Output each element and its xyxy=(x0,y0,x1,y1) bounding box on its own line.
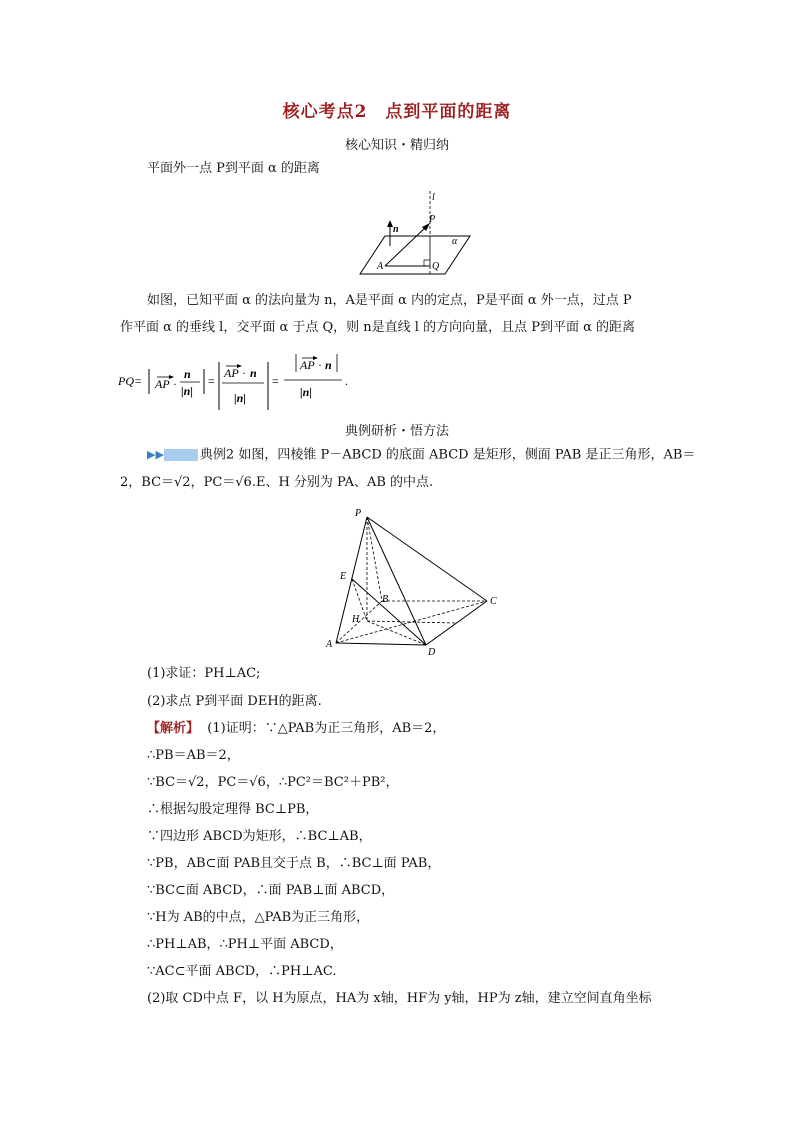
formula-dot-1: · xyxy=(173,377,177,391)
fig1-label-alpha: α xyxy=(452,236,458,247)
solution-line-4: ∵四边形 ABCD为矩形，∴BC⊥AB， xyxy=(147,829,372,844)
para1-line2: 作平面 α 的垂线 l，交平面 α 于点 Q，则 n是直线 l 的方向向量，且点 P到平面 α 的距离 xyxy=(120,320,636,335)
fig1-label-Q: Q xyxy=(432,261,440,272)
formula-ap-3: AP xyxy=(300,358,315,372)
example-marker xyxy=(164,449,198,461)
fig2-label-E: E xyxy=(340,571,347,582)
example-text-1: 如图，四棱锥 P－ABCD 的底面 ABCD 是矩形，侧面 PAB 是正三角形，AB＝ xyxy=(238,447,696,463)
solution-line-3: ∴根据勾股定理得 BC⊥PB， xyxy=(147,802,319,817)
solution-line-1: ∴PB＝AB＝2， xyxy=(147,748,240,763)
formula-ap-1: AP xyxy=(155,377,170,391)
fig1-label-n: n xyxy=(393,224,399,235)
question-1: (1)求证：PH⊥AC; xyxy=(147,666,261,681)
figure-plane-distance xyxy=(355,186,475,278)
example-line1 xyxy=(147,446,695,465)
solution-line-0: (1)证明：∵△PAB为正三角形，AB＝2， xyxy=(207,721,446,736)
fig2-label-B: B xyxy=(382,594,389,605)
example-label: 典例2 xyxy=(199,447,235,463)
solution-line-8: ∴PH⊥AB，∴PH⊥平面 ABCD， xyxy=(147,937,343,952)
solution-tag: 【解析】 xyxy=(147,721,200,736)
formula-end: . xyxy=(345,374,348,388)
question-2: (2)求点 P到平面 DEH的距离. xyxy=(147,694,322,709)
formula-n-num-2: n xyxy=(250,366,257,380)
intro-line: 平面外一点 P到平面 α 的距离 xyxy=(147,161,320,176)
formula-dot-3: · xyxy=(318,358,322,372)
svg-text:=: = xyxy=(208,374,215,388)
formula-absn-3: |n| xyxy=(300,385,312,399)
section-heading-knowledge: 核心知识・精归纳 xyxy=(344,138,449,153)
figure-pyramid xyxy=(322,505,506,657)
formula-n-num-1: n xyxy=(184,367,191,381)
double-arrow-icon: ▶▶ xyxy=(147,448,164,461)
formula-ap-2: AP xyxy=(224,366,239,380)
svg-text:=: = xyxy=(272,374,279,388)
fig2-label-A: A xyxy=(326,639,333,650)
formula-n-num-3: n xyxy=(325,358,332,372)
solution-line-2: ∵BC＝√2，PC＝√6，∴PC²＝BC²＋PB²， xyxy=(147,775,399,790)
solution-line-5: ∵PB，AB⊂面 PAB且交于点 B，∴BC⊥面 PAB， xyxy=(147,856,441,871)
page-title: 核心考点2 点到平面的距离 xyxy=(282,102,512,122)
distance-formula xyxy=(118,350,358,412)
fig2-label-C: C xyxy=(490,596,497,607)
formula-lhs: PQ= xyxy=(118,374,143,388)
fig1-label-l: l xyxy=(432,192,435,203)
para1-line1: 如图，已知平面 α 的法向量为 n，A是平面 α 内的定点，P是平面 α 外一点，过点 P xyxy=(147,293,632,308)
fig2-label-D: D xyxy=(428,647,436,657)
solution-first-line xyxy=(147,720,445,738)
solution-line-9: ∵AC⊂平面 ABCD，∴PH⊥AC. xyxy=(147,964,337,979)
fig2-label-H: H xyxy=(352,614,360,625)
solution-line-6: ∵BC⊂面 ABCD，∴面 PAB⊥面 ABCD， xyxy=(147,883,395,898)
example-line2: 2，BC＝√2，PC＝√6.E、H 分别为 PA、AB 的中点. xyxy=(120,475,434,490)
solution-line-10: (2)取 CD中点 F，以 H为原点，HA为 x轴，HF为 y轴，HP为 z轴，建立空间直角坐标 xyxy=(147,991,652,1006)
formula-dot-2: · xyxy=(242,366,246,380)
solution-line-7: ∵H为 AB的中点，△PAB为正三角形， xyxy=(147,910,370,925)
fig1-label-A: A xyxy=(377,261,384,272)
formula-absn-1: |n| xyxy=(181,384,193,398)
section-heading-examples: 典例研析・悟方法 xyxy=(344,424,449,439)
formula-absn-2: |n| xyxy=(234,391,246,405)
fig2-label-P: P xyxy=(355,508,362,519)
fig1-label-P: P xyxy=(429,214,436,225)
